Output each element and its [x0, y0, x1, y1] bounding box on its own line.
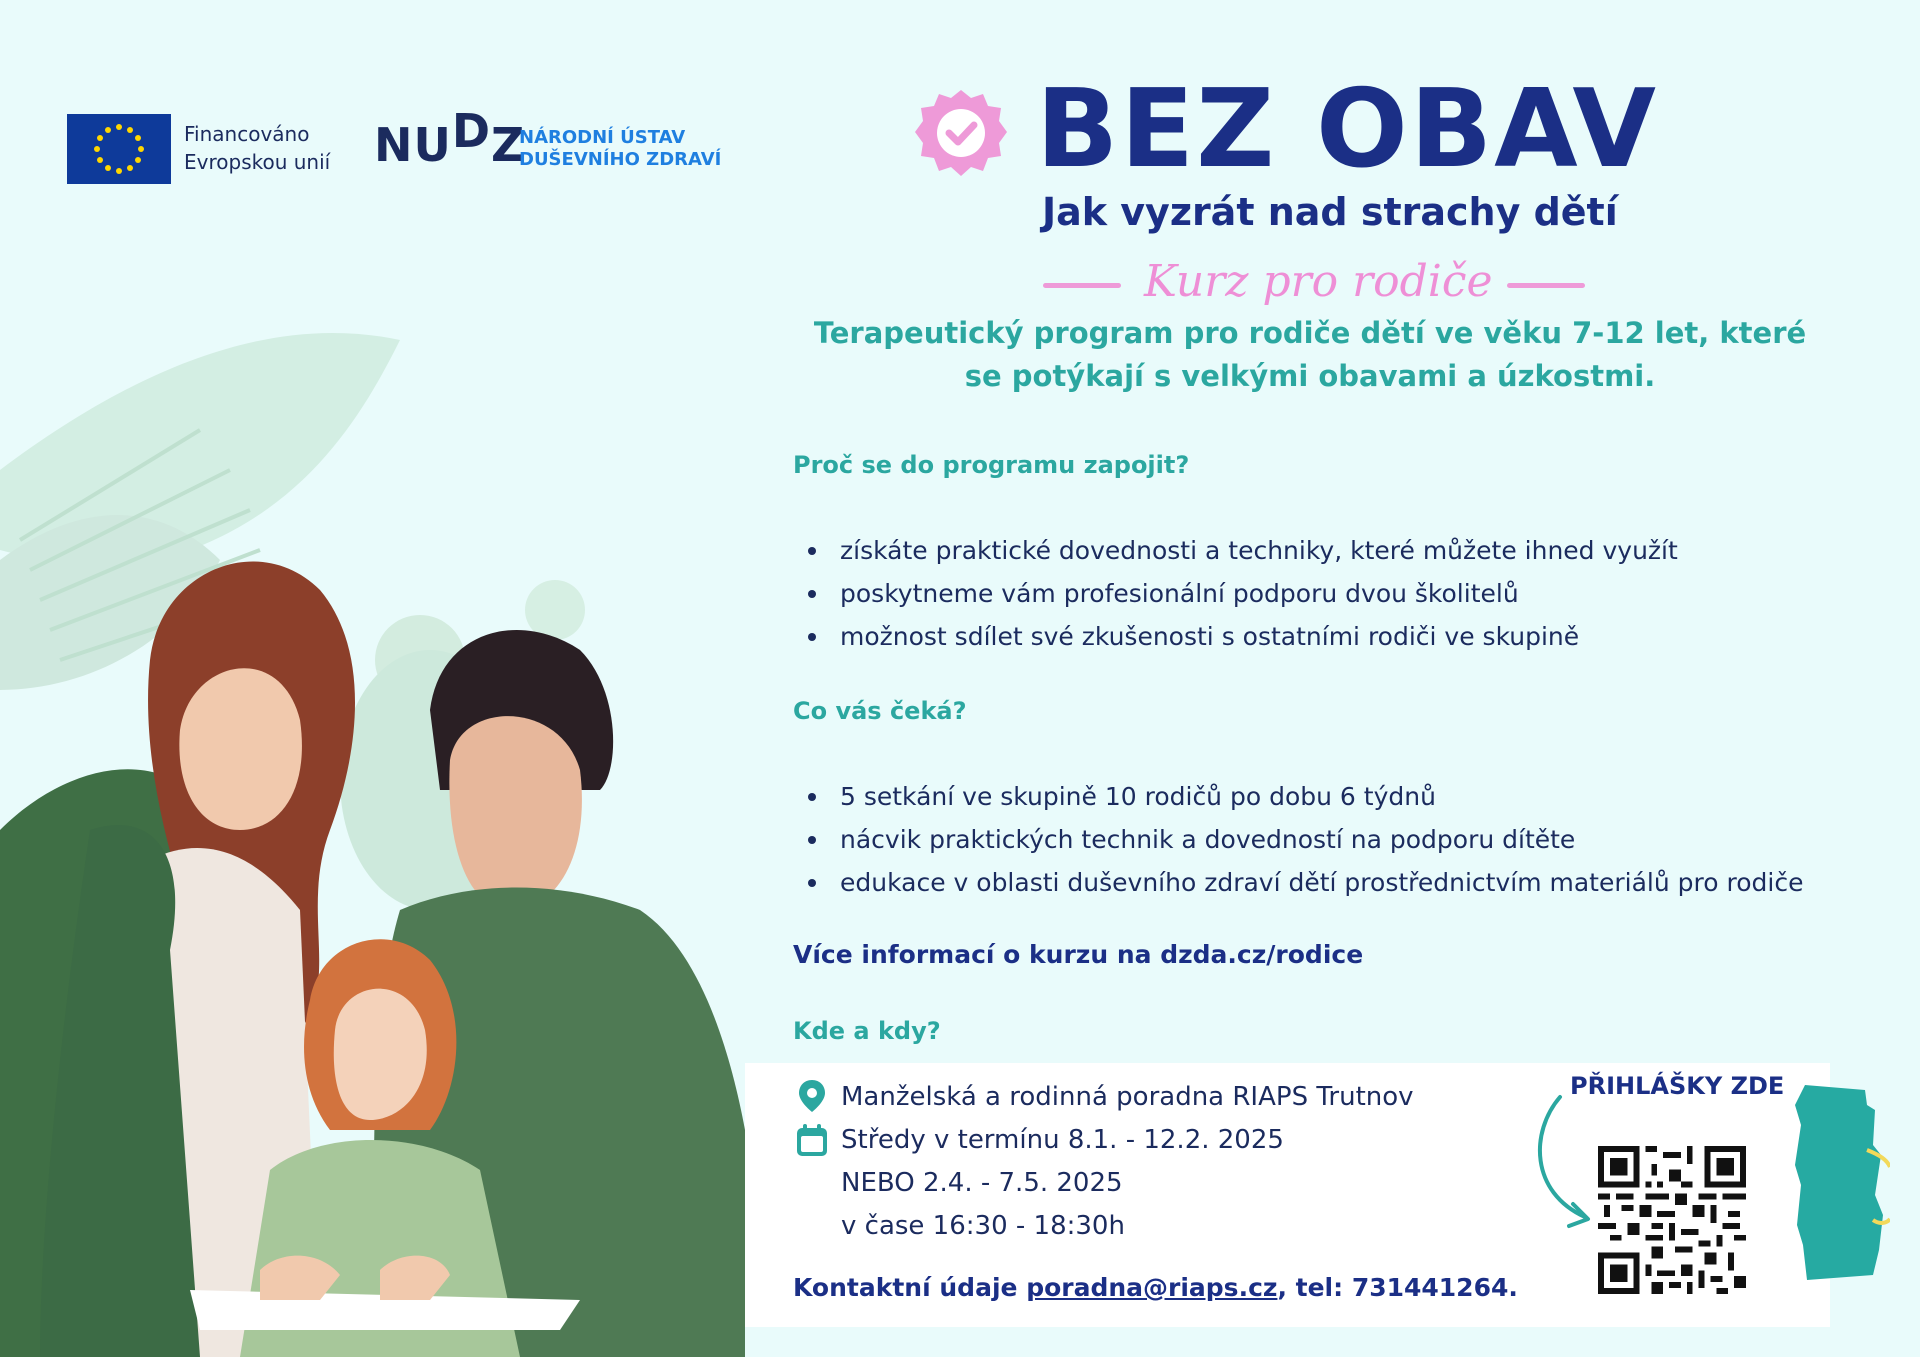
why-list [808, 529, 1678, 658]
contact-phone: , tel: 731441264. [1277, 1273, 1518, 1302]
calendar-icon [795, 1122, 829, 1158]
page-title: BEZ OBAV [1036, 67, 1658, 192]
institute-line-1: NÁRODNÍ ÚSTAV [519, 127, 686, 148]
list-item: možnost sdílet své zkušenosti s ostatními rodiči ve skupině [808, 615, 1678, 658]
map-pin-icon [795, 1078, 829, 1114]
eu-funding-line-1: Financováno [184, 122, 310, 146]
intro-line-2: se potýkají s velkými obavami a úzkostmi. [964, 359, 1656, 393]
eu-flag-logo [67, 114, 171, 184]
nudz-logo-part-2: D [451, 104, 492, 158]
check-badge-icon [915, 88, 1007, 180]
what-heading: Co vás čeká? [793, 697, 967, 725]
eu-funding-text [184, 120, 330, 176]
list-item: 5 setkání ve skupině 10 rodičů po dobu 6 týdnů [808, 775, 1803, 818]
date-line-3: v čase 16:30 - 18:30h [841, 1211, 1125, 1241]
page-subtitle: Jak vyzrát nad strachy dětí [1042, 190, 1618, 234]
list-item: nácvik praktických technik a dovedností na podporu dítěte [808, 818, 1803, 861]
signup-label: PŘIHLÁŠKY ZDE [1570, 1072, 1785, 1100]
list-item: edukace v oblasti duševního zdraví dětí prostřednictvím materiálů pro rodiče [808, 861, 1803, 904]
institute-name [519, 127, 721, 171]
list-item: získáte praktické dovednosti a techniky, které můžete ihned využít [808, 529, 1678, 572]
intro-text [790, 312, 1830, 398]
where-heading: Kde a kdy? [793, 1017, 941, 1045]
nudz-logo [374, 104, 526, 184]
eu-stars-icon [89, 119, 149, 179]
institute-line-2: DUŠEVNÍHO ZDRAVÍ [519, 149, 722, 170]
eu-funding-line-2: Evropskou unií [184, 150, 331, 174]
contact-label: Kontaktní údaje [793, 1273, 1018, 1302]
what-list [808, 775, 1803, 904]
contact-email-link[interactable]: poradna@riaps.cz [1026, 1273, 1278, 1302]
divider-right [1507, 283, 1585, 288]
family-illustration [0, 530, 745, 1357]
qr-code[interactable] [1598, 1146, 1746, 1294]
course-label: Kurz pro rodiče [1144, 256, 1493, 307]
nudz-logo-part-1: NU [374, 118, 452, 172]
decorative-tape [1795, 1085, 1890, 1280]
contact-line [793, 1273, 1518, 1302]
date-line-1: Středy v termínu 8.1. - 12.2. 2025 [841, 1125, 1284, 1155]
arrow-icon [1525, 1092, 1605, 1237]
location-text: Manželská a rodinná poradna RIAPS Trutnov [841, 1082, 1414, 1112]
date-line-2: NEBO 2.4. - 7.5. 2025 [841, 1168, 1123, 1198]
nudz-logo-part-3: Z [491, 118, 526, 172]
intro-line-1: Terapeutický program pro rodiče dětí ve věku 7-12 let, které [813, 316, 1807, 350]
more-info-link[interactable]: Více informací o kurzu na dzda.cz/rodice [793, 940, 1364, 969]
list-item: poskytneme vám profesionální podporu dvou školitelů [808, 572, 1678, 615]
divider-left [1043, 283, 1121, 288]
why-heading: Proč se do programu zapojit? [793, 451, 1190, 479]
